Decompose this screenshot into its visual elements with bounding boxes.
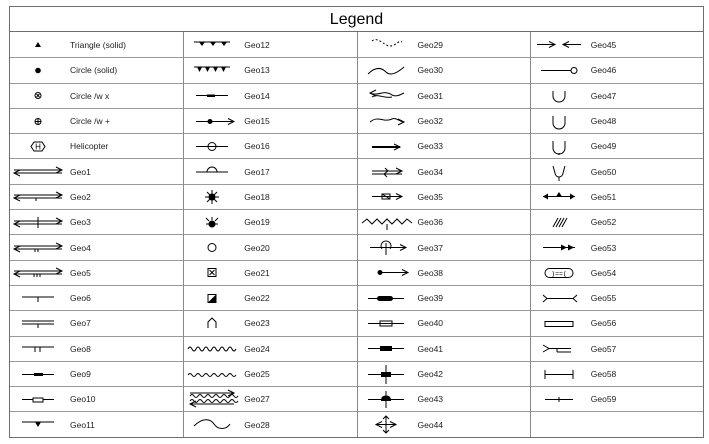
legend-entry-label: Geo39 [417,293,444,304]
legend-entry-label: Geo30 [417,65,444,76]
legend-entry-label: Geo5 [70,267,91,278]
legend-entry-label: Helicopter [70,141,109,152]
legend-entry-label: Geo58 [590,369,617,379]
legend-entry-label: Geo42 [417,369,444,379]
legend-entry-label: Geo46 [590,65,617,76]
geo41-icon [358,336,414,361]
geo21-icon [184,260,240,285]
geo6-icon [10,286,66,311]
geo39-icon [358,286,414,311]
geo10-icon [10,387,66,412]
geo51-icon [531,184,587,209]
legend-entry-label: Geo40 [417,318,444,329]
legend-entry [10,209,183,234]
legend-entry [10,411,183,436]
legend-entry [10,260,183,285]
legend-entry [358,57,530,82]
legend-entry [531,57,703,82]
legend-entry [358,285,530,310]
svg-text:H: H [35,142,41,152]
legend-entry-label: Geo22 [244,293,270,304]
legend-entry-label: Geo27 [244,394,270,405]
legend-entry-label: Geo29 [417,39,444,50]
legend-entry [531,411,703,436]
legend-entry [358,108,530,133]
geo18-icon [184,184,240,209]
geo7-icon [10,311,66,336]
geo53-icon [531,235,587,260]
circle-solid-icon [10,58,66,83]
geo36-icon [358,210,414,235]
geo1-icon [10,159,66,184]
legend-entry-label: Geo37 [417,242,444,253]
legend-entry-label: Geo53 [590,242,617,253]
legend-entry-label: Geo10 [70,394,96,405]
legend-column [530,32,703,437]
legend-entry-label: Geo13 [244,65,270,76]
geo2-icon [10,184,66,209]
legend-entry-label: Geo15 [244,116,270,127]
legend-entry-label: Geo4 [70,242,91,253]
legend-entry [358,158,530,183]
legend-entry [358,32,530,57]
geo57-icon [531,336,587,361]
legend-entry [184,133,356,158]
legend-entry [531,234,703,259]
geo27-icon [184,387,240,412]
legend-entry [10,310,183,335]
triangle-solid-icon [10,32,66,57]
legend-entry-label: Geo1 [70,166,91,177]
legend-column [357,32,530,437]
legend-title: Legend [10,7,703,32]
geo19-icon [184,210,240,235]
legend-entry [531,209,703,234]
legend-entry-label: Geo21 [244,267,270,278]
legend-entry-label: Geo56 [590,318,617,329]
legend-entry-label: Geo19 [244,217,270,228]
legend-entry-label: Geo7 [70,318,91,329]
geo17-icon [184,159,240,184]
legend-entry [184,336,356,361]
legend-entry [531,32,703,57]
svg-text:)==(: )==( [550,270,567,278]
geo11-icon [10,412,66,437]
geo35-icon [358,184,414,209]
legend-entry-label: Geo49 [590,141,617,152]
legend-entry [358,133,530,158]
legend-entry [358,184,530,209]
geo38-icon [358,260,414,285]
legend-entry-label: Geo59 [590,394,617,405]
geo5-icon [10,260,66,285]
legend-entry-label: Geo41 [417,343,444,354]
geo49-icon [531,134,587,159]
legend-entry-label: Geo23 [244,318,270,329]
legend-entry [184,386,356,411]
legend-entry [184,83,356,108]
legend-entry [531,158,703,183]
geo14-icon [184,83,240,108]
legend-entry [531,184,703,209]
legend-entry-label: Geo34 [417,166,444,177]
empty-symbol [531,412,587,437]
geo16-icon [184,134,240,159]
legend-entry [358,209,530,234]
geo32-icon [358,109,414,134]
legend-entry-label: Geo20 [244,242,270,253]
legend-entry [10,234,183,259]
geo20-icon [184,235,240,260]
legend-entry-label: Geo18 [244,191,270,202]
legend-entry [184,158,356,183]
legend-entry [10,361,183,386]
legend-column [183,32,356,437]
legend-entry-label: Geo2 [70,191,91,202]
legend-entry [358,234,530,259]
legend-entry-label: Geo54 [590,267,617,278]
legend-entry [184,184,356,209]
legend-entry [358,386,530,411]
legend-entry-label: Circle /w x [70,90,110,101]
geo34-icon [358,159,414,184]
legend-entry-label: Geo14 [244,90,270,101]
legend-entry [10,108,183,133]
legend-entry-label: Geo24 [244,343,270,354]
legend-entry [10,133,183,158]
legend-entry-label: Geo31 [417,90,444,101]
legend-entry [10,285,183,310]
geo47-icon [531,83,587,108]
legend-entry [184,361,356,386]
legend-entry [10,57,183,82]
geo52-icon [531,210,587,235]
legend-entry [531,83,703,108]
legend-entry-label: Geo55 [590,293,617,304]
legend-entry [10,83,183,108]
legend-entry-label: Geo25 [244,369,270,379]
geo40-icon [358,311,414,336]
legend-entry [531,133,703,158]
geo45-icon [531,32,587,57]
geo46-icon [531,58,587,83]
legend-entry [531,386,703,411]
legend-entry [184,32,356,57]
legend-entry [531,336,703,361]
legend-entry [358,260,530,285]
legend-entry-label: Geo52 [590,217,617,228]
legend-entry [358,411,530,436]
legend-entry [531,310,703,335]
legend-entry [531,361,703,386]
helicopter-icon [10,134,66,159]
geo8-icon [10,336,66,361]
legend-entry [358,83,530,108]
legend-entry [10,336,183,361]
legend-entry [184,209,356,234]
geo13-icon [184,58,240,83]
geo29-icon [358,32,414,57]
legend-entry-label: Geo50 [590,166,617,177]
legend-entry-label: Geo33 [417,141,444,152]
geo3-icon [10,210,66,235]
legend-entry-label: Geo38 [417,267,444,278]
legend-column [10,32,183,437]
geo15-icon [184,109,240,134]
legend-panel [9,6,704,438]
legend-entry-label: Geo32 [417,116,444,127]
legend-entry-label: Geo48 [590,116,617,127]
legend-entry [531,108,703,133]
legend-entry-label: Geo45 [590,39,617,50]
geo44-icon [358,412,414,437]
geo22-icon [184,286,240,311]
geo55-icon [531,286,587,311]
circle-plus-icon [10,109,66,134]
legend-entry [531,285,703,310]
legend-entry [184,411,356,436]
legend-entry [184,310,356,335]
geo37-icon [358,235,414,260]
legend-entry [184,57,356,82]
legend-entry-label: Geo12 [244,39,270,50]
legend-entry-label: Geo9 [70,369,91,379]
geo28-icon [184,412,240,437]
geo30-icon [358,58,414,83]
geo42-icon [358,362,414,387]
legend-entry [184,260,356,285]
legend-entry [184,234,356,259]
legend-entry [184,108,356,133]
geo9-icon [10,362,66,387]
legend-grid [10,32,703,437]
legend-entry [10,32,183,57]
geo50-icon [531,159,587,184]
legend-entry [358,336,530,361]
legend-entry [531,260,703,285]
legend-entry-label: Geo36 [417,217,444,228]
legend-entry-label: Circle (solid) [70,65,118,76]
legend-entry [358,361,530,386]
legend-entry-label: Geo16 [244,141,270,152]
legend-entry [10,184,183,209]
legend-entry-label: Geo35 [417,191,444,202]
legend-entry-label: Geo57 [590,343,617,354]
geo54-icon [531,260,587,285]
geo43-icon [358,387,414,412]
legend-entry-label: Geo28 [244,419,270,430]
legend-entry-label: Geo8 [70,343,91,354]
geo25-icon [184,362,240,387]
legend-entry-label: Triangle (solid) [70,39,126,50]
legend-entry-label: Geo6 [70,293,91,304]
geo58-icon [531,362,587,387]
geo33-icon [358,134,414,159]
legend-entry-label: Circle /w + [70,116,110,127]
circle-x-icon [10,83,66,108]
geo4-icon [10,235,66,260]
geo56-icon [531,311,587,336]
legend-entry [10,386,183,411]
legend-entry [358,310,530,335]
legend-entry-label: Geo11 [70,419,95,430]
geo24-icon [184,336,240,361]
geo31-icon [358,83,414,108]
geo48-icon [531,109,587,134]
legend-entry-label: Geo47 [590,90,617,101]
geo12-icon [184,32,240,57]
legend-entry-label: Geo43 [417,394,444,405]
legend-entry [184,285,356,310]
legend-entry-label: Geo3 [70,217,91,228]
legend-entry-label: Geo17 [244,166,270,177]
legend-entry [10,158,183,183]
legend-entry-label: Geo44 [417,419,444,430]
legend-entry-label: Geo51 [590,191,617,202]
geo23-icon [184,311,240,336]
geo59-icon [531,387,587,412]
